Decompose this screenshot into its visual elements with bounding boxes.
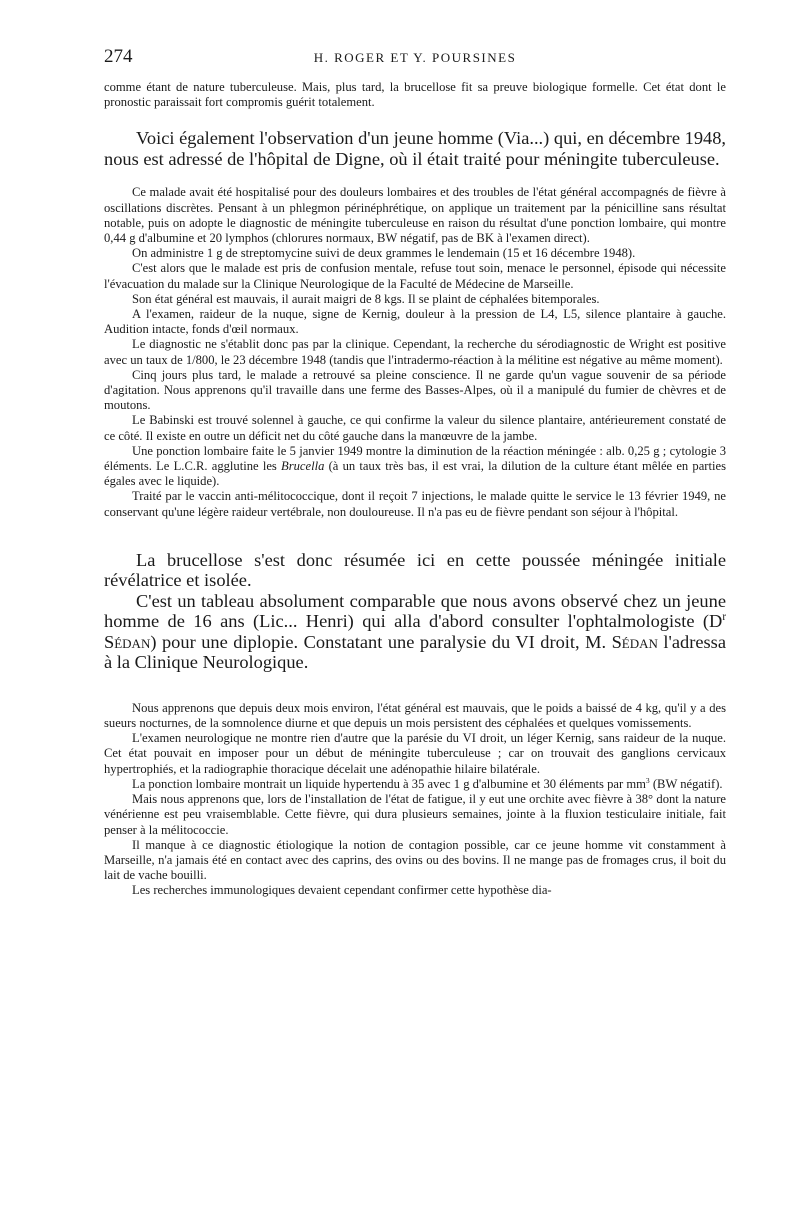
paragraph: Ce malade avait été hospitalisé pour des douleurs lombaires et des troubles de l'état général accompagnés de fièvre à oscillations discrètes. Pensant à un phlegmon périnéphrétique, on applique un traitement par la pénicilline sans résultat notable, puis on adopte le diagnostic de méningite tuberculeuse en raison du résultat d'une ponction lombaire, qui montre 0,44 g d'albumine et 20 lymphos (chlorures normaux, BW négatif, pas de BK à l'examen direct). (104, 185, 726, 246)
paragraph-comparison: C'est un tableau absolument comparable que nous avons observé chez un jeune homme de 16 ans (Lic... Henri) qui alla d'abord consulter l'ophtalmologiste ($D^r$ Sédan) pour une diplopie. Constatant une paralysie du VI droit, M. Sédan l'adressa à la Clinique Neurologique. (104, 590, 726, 673)
author-name: Sédan (611, 631, 658, 652)
paragraph: Traité par le vaccin anti-mélitococcique, dont il reçoit 7 injections, le malade quitte le service le 13 février 1949, ne conservant qu'une légère raideur vertébrale, non douloureuse. Il n'a pas eu de fièvre pendant son séjour à l'hôpital. (104, 489, 726, 519)
paragraph: L'examen neurologique ne montre rien d'autre que la parésie du VI droit, un léger Kernig, sans raideur de la nuque. Cet état pouvait en imposer pour un début de méningite tuberculeuse ; car on trouvait des ganglions cervicaux hypertrophiés, et la radiographie thoracique décelait une adénopathie hilaire bilatérale. (104, 731, 726, 776)
paragraph: Une ponction lombaire faite le 5 janvier 1949 montre la diminution de la réaction méningée : alb. 0,25 g ; cytologie 3 éléments. Le L.C.R. agglutine les Brucella (à un taux très bas, il est vrai, la dilution de la culture étant mêlée en parties égales avec le liquide). (104, 443, 726, 489)
paragraph: Cinq jours plus tard, le malade a retrouvé sa pleine conscience. Il ne garde qu'un vague souvenir de sa période d'agitation. Nous apprenons qu'il travaille dans une ferme des Basses-Alpes, où il a manipulé du fumier de chèvres et de moutons. (104, 367, 726, 413)
paragraph: Le diagnostic ne s'établit donc pas par la clinique. Cependant, la recherche du sérodiagnostic de Wright est positive avec un taux de 1/800, le 23 décembre 1948 (tandis que l'intradermo-réaction à la mélitine est négative au même moment). (104, 337, 726, 367)
large-block-1 (104, 128, 726, 169)
running-title: H. ROGER ET Y. POURSINES (313, 50, 517, 65)
paragraph-summary: La brucellose s'est donc résumée ici en cette poussée méningée initiale révélatrice et isolée. (104, 549, 726, 591)
case-report-1 (104, 185, 726, 519)
paragraph: C'est alors que le malade est pris de confusion mentale, refuse tout soin, menace le personnel, épisode qui nécessite l'évacuation du malade sur la Clinique Neurologique de la Faculté de Médecine de Marseille. (104, 261, 726, 291)
paragraph: On administre 1 g de streptomycine suivi de deux grammes le lendemain (15 et 16 décembre 1948). (132, 246, 636, 261)
paragraph: Le Babinski est trouvé solennel à gauche, ce qui confirme la valeur du silence plantaire, antérieurement constaté de ce côté. Il existe en outre un déficit net du côté gauche dans la manœuvre de la jambe. (104, 413, 726, 443)
small-block-1 (104, 80, 726, 110)
author-name: Sédan (104, 631, 151, 652)
paragraph: Nous apprenons que depuis deux mois environ, l'état général est mauvais, que le poids a baissé de 4 kg, qu'il y a des sueurs nocturnes, de la somnolence diurne et que depuis un mois persistent des céphalées et quelques vomissements. (104, 700, 726, 731)
paragraph: Mais nous apprenons que, lors de l'installation de l'état de fatigue, il y eut une orchite avec fièvre à 38° dont la nature vénérienne est peu vraisemblable. Cette fièvre, qui dura plusieurs semaines, jointe à la fluxion testiculaire initiale, fait penser à la mélitococcie. (104, 792, 726, 837)
page-header (104, 46, 726, 70)
page-number: 274 (104, 46, 133, 67)
paragraph: Son état général est mauvais, il aurait maigri de 8 kgs. Il se plaint de céphalées bitemporales. (132, 291, 600, 306)
paragraph: Les recherches immunologiques devaient cependant confirmer cette hypothèse dia- (132, 883, 552, 898)
large-block-2 (104, 550, 726, 673)
paragraph: Il manque à ce diagnostic étiologique la notion de contagion possible, car ce jeune homme vit constamment à Marseille, n'a jamais été en contact avec des caprins, des ovins ou des bovins. Il ne mange pas de fromages crus, il boit du lait de vache bouilli. (104, 837, 726, 883)
italic-term: Brucella (281, 459, 325, 474)
page (104, 46, 726, 899)
case-report-2 (104, 701, 726, 899)
paragraph-observation-intro: Voici également l'observation d'un jeune homme (Via...) qui, en décembre 1948, nous est adressé de l'hôpital de Digne, où il était traité pour méningite tuberculeuse. (104, 128, 726, 169)
paragraph-continuation: comme étant de nature tuberculeuse. Mais, plus tard, la brucellose fit sa preuve biologique formelle. Cet état dont le pronostic paraissait fort compromis guérit totalement. (104, 80, 726, 110)
paragraph: La ponction lombaire montrait un liquide hypertendu à 35 avec 1 g d'albumine et 30 éléments par $mm^3$ (BW négatif). (132, 775, 723, 791)
paragraph: A l'examen, raideur de la nuque, signe de Kernig, douleur à la pression de L4, L5, silence plantaire à gauche. Audition intacte, fonds d'œil normaux. (104, 307, 726, 337)
